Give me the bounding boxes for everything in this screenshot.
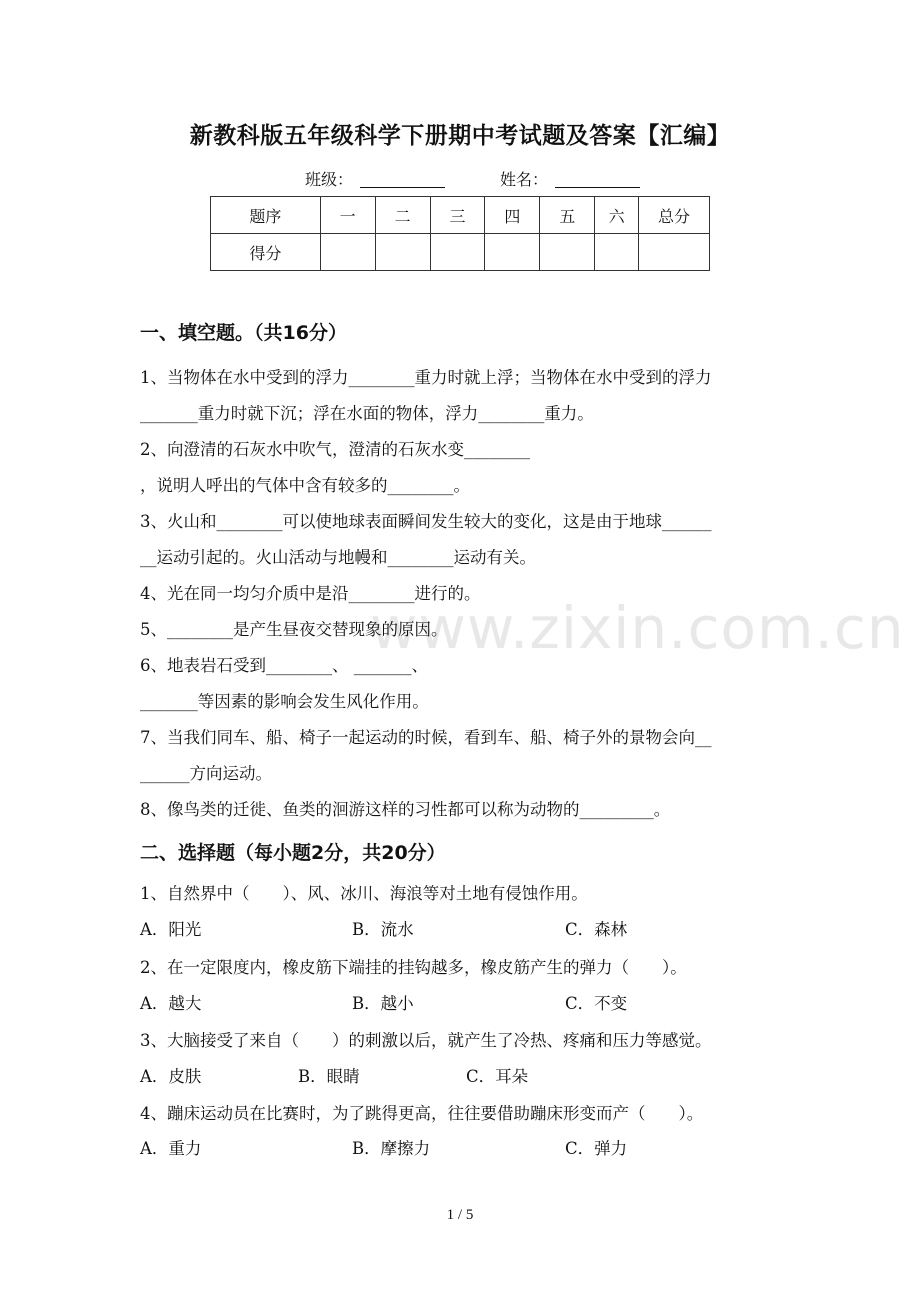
- score-empty-cell: [595, 234, 639, 271]
- answer-option: A．重力: [140, 1139, 202, 1158]
- score-empty-cell: [485, 234, 540, 271]
- answer-option: B．流水: [352, 920, 414, 939]
- score-empty-cell: [639, 234, 710, 271]
- answer-option: B．眼睛: [298, 1067, 360, 1086]
- score-table-score-row: [211, 234, 710, 271]
- score-empty-cell: [320, 234, 375, 271]
- score-table-header-row: [211, 197, 710, 234]
- answer-option: A．越大: [140, 994, 202, 1013]
- watermark: www.zixin.com.cn: [370, 594, 905, 662]
- student-info-line: [0, 167, 920, 191]
- score-empty-cell: [375, 234, 430, 271]
- score-header-cell: 一: [320, 197, 375, 234]
- fill-in-line: ，说明人呼出的气体中含有较多的________。: [140, 476, 470, 495]
- fill-in-line: 7、当我们同车、船、椅子一起运动的时候，看到车、船、椅子外的景物会向__: [140, 728, 712, 747]
- fill-in-line: 3、火山和________可以使地球表面瞬间发生较大的变化，这是由于地球______: [140, 512, 712, 531]
- fill-in-line: 2、向澄清的石灰水中吹气，澄清的石灰水变________: [140, 440, 530, 459]
- score-table: [210, 196, 710, 271]
- fill-in-line: 6、地表岩石受到________、 _______、: [140, 656, 428, 675]
- section-heading-fill-in: 一、填空题。（共16分）: [140, 322, 347, 344]
- score-empty-cell: [540, 234, 595, 271]
- answer-option: A．阳光: [140, 920, 202, 939]
- answer-option: C．森林: [565, 920, 628, 939]
- score-header-cell: 四: [485, 197, 540, 234]
- class-label: 班级：: [305, 170, 354, 189]
- question-stem: 2、在一定限度内，橡皮筋下端挂的挂钩越多，橡皮筋产生的弹力（ ）。: [140, 958, 687, 977]
- answer-option: C．弹力: [565, 1139, 628, 1158]
- fill-in-line: 4、光在同一均匀介质中是沿________进行的。: [140, 584, 481, 603]
- fill-in-line: 5、________是产生昼夜交替现象的原因。: [140, 620, 448, 639]
- answer-option: B．摩擦力: [352, 1139, 431, 1158]
- fill-in-line: _______重力时就下沉；浮在水面的物体，浮力________重力。: [140, 404, 594, 423]
- score-header-cell: 六: [595, 197, 639, 234]
- score-row-label: 得分: [211, 234, 321, 271]
- question-stem: 1、自然界中（ ）、风、冰川、海浪等对土地有侵蚀作用。: [140, 884, 588, 903]
- score-header-cell: 五: [540, 197, 595, 234]
- score-empty-cell: [430, 234, 485, 271]
- answer-option: B．越小: [352, 994, 414, 1013]
- fill-in-line: 1、当物体在水中受到的浮力________重力时就上浮；当物体在水中受到的浮力: [140, 368, 712, 387]
- score-header-cell: 题序: [211, 197, 321, 234]
- question-stem: 3、大脑接受了来自（ ）的刺激以后，就产生了冷热、疼痛和压力等感觉。: [140, 1031, 712, 1050]
- fill-in-line: _______等因素的影响会发生风化作用。: [140, 692, 429, 711]
- answer-option: C．不变: [565, 994, 628, 1013]
- name-blank: [555, 187, 640, 188]
- page-number: 1 / 5: [446, 1207, 474, 1223]
- name-label: 姓名：: [500, 170, 549, 189]
- score-header-cell: 三: [430, 197, 485, 234]
- section-heading-multiple-choice: 二、选择题（每小题2分，共20分）: [140, 842, 446, 864]
- fill-in-line: 8、像鸟类的迁徙、鱼类的洄游这样的习性都可以称为动物的_________。: [140, 800, 671, 819]
- page-title: 新教科版五年级科学下册期中考试题及答案【汇编】: [189, 123, 731, 149]
- fill-in-line: __运动引起的。火山活动与地幔和________运动有关。: [140, 548, 536, 567]
- answer-option: A．皮肤: [140, 1067, 202, 1086]
- score-header-cell: 二: [375, 197, 430, 234]
- class-blank: [360, 187, 445, 188]
- score-header-cell: 总分: [639, 197, 710, 234]
- question-stem: 4、蹦床运动员在比赛时，为了跳得更高，往往要借助蹦床形变而产（ ）。: [140, 1104, 704, 1123]
- fill-in-line: ______方向运动。: [140, 764, 272, 783]
- answer-option: C．耳朵: [466, 1067, 529, 1086]
